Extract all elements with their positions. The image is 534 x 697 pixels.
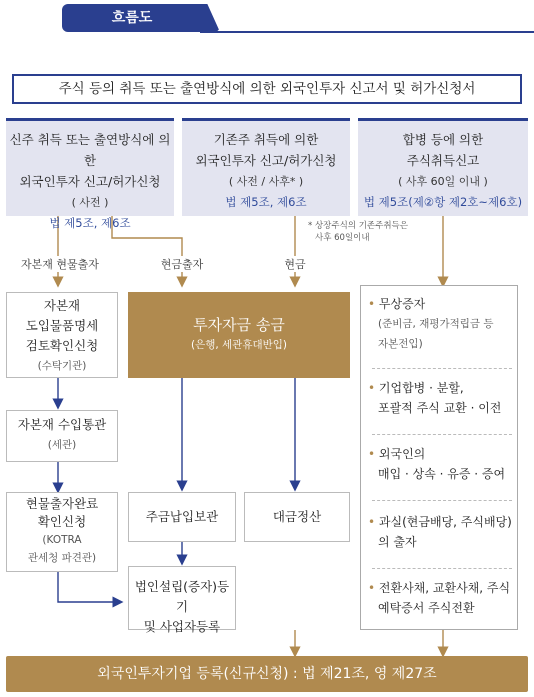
right-item-acquisition: • 외국인의 매입 · 상속 · 유증 · 증여 [368,447,506,481]
label-cash: 현금 [278,256,312,272]
divider [372,368,512,369]
box-title: 자본재 수입통관 [17,417,107,432]
top-title-box: 주식 등의 취득 또는 출연방식에 의한 외국인투자 신고서 및 허가신청서 [12,74,522,104]
registration-bar: 외국인투자기업 등록(신규신청) : 법 제21조, 영 제27조 [6,656,528,692]
right-item-bond-conversion: • 전환사채, 교환사채, 주식 예탁증서 주식전환 [368,581,511,615]
page-title: 흐름도 [111,10,153,26]
item-sub: 자본전입) [378,338,423,350]
divider [372,568,512,569]
capital-goods-review-box [6,292,118,378]
item-sub: (준비금, 재평가적립금 등 [378,318,494,330]
category-existing-shares [182,118,350,216]
right-item-dividends: • 과실(현금배당, 주식배당) 의 출자 [368,515,512,549]
category-line2: 외국인투자 신고/허가신청 [19,174,161,189]
box-sub: (수탁기관) [37,360,87,372]
arrow-left3-to-register [58,572,118,602]
box-sub: (세관) [47,439,77,451]
in-kind-completion-box [6,492,118,572]
deposit-custody-box: 주금납입보관 [128,492,236,542]
label-cash-investment: 현금출자 [152,256,212,272]
box-title: 확인신청 [37,514,87,529]
category-line1: 합병 등에 의한 [402,132,484,147]
box-title: 자본재 [43,298,81,313]
footnote [308,220,438,244]
divider [372,500,512,501]
fund-remittance-box [128,292,350,378]
category-merger [358,118,528,216]
right-item-bonus-issue [368,294,514,354]
category-timing: ( 사전 / 사후* ) [228,175,304,188]
box-sub: (KOTRA [42,534,82,546]
remit-title: 투자자금 송금 [193,316,285,334]
incorporation-registration-box [128,566,236,634]
category-line2: 외국인투자 신고/허가신청 [195,153,337,168]
remit-sub: (은행, 세관휴대반입) [190,339,287,351]
category-law: 법 제5조, 제6조 [225,195,307,209]
payment-settlement-box: 대금정산 [244,492,350,542]
item-title: • 무상증자 [368,297,426,311]
register-line1: 법인설립(증자)등기 [134,579,230,614]
box-title: 도입물품명세 [25,318,99,333]
box-title: 현물출자완료 [25,496,99,511]
divider [372,434,512,435]
category-line1: 신주 취득 또는 출연방식에 의한 [9,132,171,168]
right-item-merger-split: • 기업합병 · 분할, 포괄적 주식 교환 · 이전 [368,381,502,415]
footnote-line1: * 상장주식의 기존주취득은 [308,221,408,231]
box-sub: 관세청 파견관) [27,552,97,564]
box-title: 검토확인신청 [25,338,99,353]
footnote-line2: 사후 60일이내 [315,233,370,243]
category-line1: 기존주 취득에 의한 [213,132,319,147]
label-capital-goods: 자본재 현물출자 [12,256,108,272]
register-line2: 및 사업자등록 [143,619,221,634]
customs-clearance-box [6,410,118,462]
category-law: 법 제5조, 제6조 [49,216,131,230]
category-line2: 주식취득신고 [406,153,480,168]
category-law: 법 제5조(제②항 제2호~제6호) [363,195,523,209]
category-new-shares [6,118,174,230]
category-timing: ( 사후 60일 이내 ) [398,175,488,188]
category-timing: ( 사전 ) [71,196,109,209]
